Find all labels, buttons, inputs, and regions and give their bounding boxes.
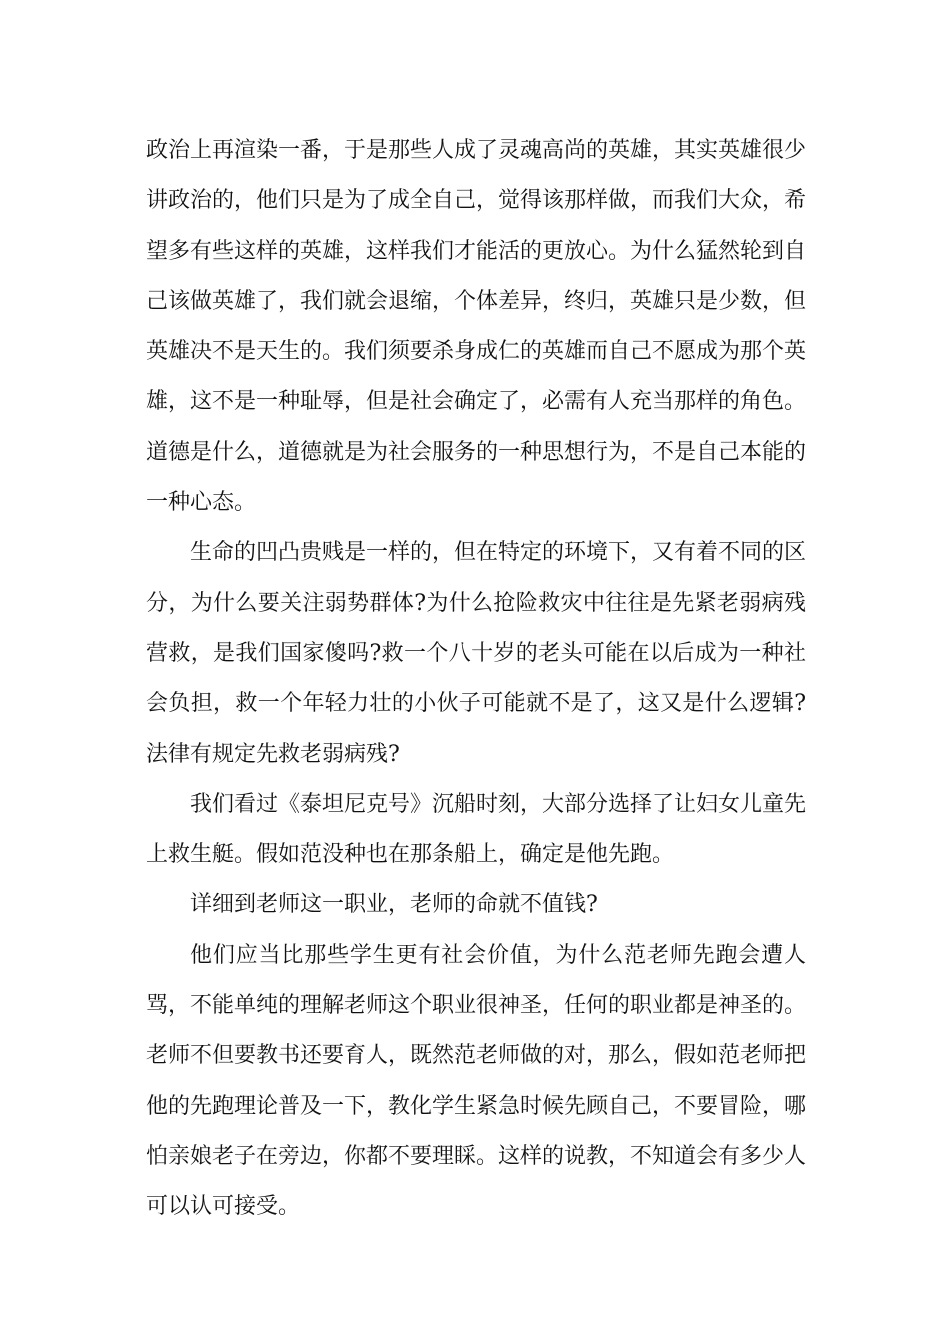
paragraph-3: 我们看过《泰坦尼克号》沉船时刻，大部分选择了让妇女儿童先上救生艇。假如范没种也在那条船上，确定是他先跑。 [146, 791, 807, 868]
paragraph-4: 详细到老师这一职业，老师的命就不值钱? [190, 892, 598, 918]
paragraph-2: 生命的凹凸贵贱是一样的，但在特定的环境下，又有着不同的区分，为什么要关注弱势群体?为什么抢险救灾中往往是先紧老弱病残营救，是我们国家傻吗?救一个八十岁的老头可能在以后成为一种社会负担，救一个年轻力壮的小伙子可能就不是了，这又是什么逻辑?法律有规定先救老弱病残? [146, 540, 807, 767]
paragraph-1: 政治上再渲染一番，于是那些人成了灵魂高尚的英雄，其实英雄很少讲政治的，他们只是为了成全自己，觉得该那样做，而我们大众，希望多有些这样的英雄，这样我们才能活的更放心。为什么猛然轮到自己该做英雄了，我们就会退缩，个体差异，终归，英雄只是少数，但英雄决不是天生的。我们须要杀身成仁的英雄而自己不愿成为那个英雄，这不是一种耻辱，但是社会确定了，必需有人充当那样的角色。道德是什么，道德就是为社会服务的一种思想行为，不是自己本能的一种心态。 [146, 138, 807, 516]
document-page [146, 126, 806, 1233]
paragraph-5: 他们应当比那些学生更有社会价值，为什么范老师先跑会遭人骂，不能单纯的理解老师这个职业很神圣，任何的职业都是神圣的。老师不但要教书还要育人，既然范老师做的对，那么，假如范老师把他的先跑理论普及一下，教化学生紧急时候先顾自己，不要冒险，哪怕亲娘老子在旁边，你都不要理睬。这样的说教，不知道会有多少人可以认可接受。 [146, 942, 807, 1220]
